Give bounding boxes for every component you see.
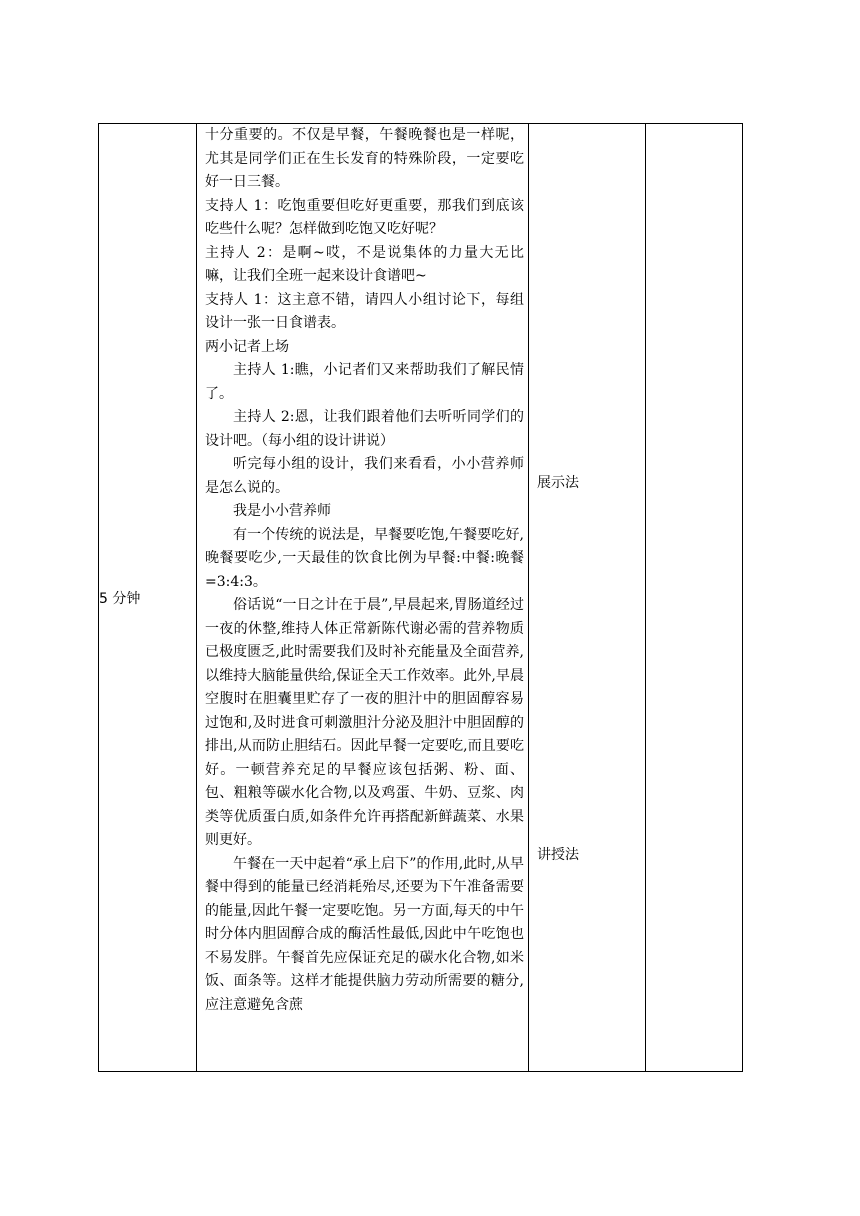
- table-row: [99, 124, 743, 1072]
- notes-cell: [646, 124, 743, 1072]
- content-cell: [197, 124, 529, 1072]
- content-paragraph: 支持人 1：这主意不错，请四人小组讨论下，每组设计一张一日食谱表。: [205, 291, 524, 331]
- content-paragraph: 主持人 1:瞧，小记者们又来帮助我们了解民情了。: [205, 362, 524, 402]
- content-paragraph: 支持人 1：吃饱重要但吃好更重要，那我们到底该吃些什么呢？怎样做到吃饱又吃好呢？: [205, 197, 524, 237]
- content-paragraph: 我是小小营养师: [233, 503, 331, 519]
- lesson-content: [197, 124, 528, 1071]
- method-lecture: 讲授法: [537, 847, 579, 863]
- method-cell: [529, 124, 646, 1072]
- time-label: 5 分钟: [99, 590, 141, 607]
- method-demonstration: 展示法: [537, 475, 579, 491]
- content-paragraph: 两小记者上场: [205, 338, 289, 355]
- content-paragraph: 十分重要的。不仅是早餐，午餐晚餐也是一样呢，尤其是同学们正在生长发育的特殊阶段，一定要吃好一日三餐。: [205, 127, 524, 190]
- content-paragraph: 听完每小组的设计，我们来看看，小小营养师是怎么说的。: [205, 456, 524, 496]
- time-cell: [99, 124, 197, 1072]
- content-paragraph: 主持人 2：是啊~哎，不是说集体的力量大无比嘛，让我们全班一起来设计食谱吧~: [205, 244, 524, 284]
- content-paragraph: 主持人 2:恩，让我们跟着他们去听听同学们的设计吧。（每小组的设计讲说）: [205, 409, 524, 449]
- lesson-plan-table: [98, 123, 743, 1072]
- content-paragraph: 有一个传统的说法是，早餐要吃饱,午餐要吃好,晚餐要吃少,一天最佳的饮食比例为早餐:中餐:晚餐=3:4:3。: [205, 526, 524, 590]
- content-paragraph: 俗话说“一日之计在于晨”,早晨起来,胃肠道经过一夜的休整,维持人体正常新陈代谢必需的营养物质已极度匮乏,此时需要我们及时补充能量及全面营养,以维持大脑能量供给,保证全天工作效率。此外,早晨空腹时在胆囊里贮存了一夜的胆汁中的胆固醇容易过饱和,及时进食可刺激胆汁分泌及胆汁中胆固醇的排出,从而防止胆结石。因此早餐一定要吃,而且要吃好。一顿营养充足的早餐应该包括粥、粉、面、包、粗粮等碳水化合物,以及鸡蛋、牛奶、豆浆、肉类等优质蛋白质,如条件允许再搭配新鲜蔬菜、水果则更好。: [205, 597, 524, 848]
- content-paragraph: 午餐在一天中起着“承上启下”的作用,此时,从早餐中得到的能量已经消耗殆尽,还要为下午准备需要的能量,因此午餐一定要吃饱。另一方面,每天的中午时分体内胆固醇合成的酶活性最低,因此中午吃饱也不易发胖。午餐首先应保证充足的碳水化合物,如米饭、面条等。这样才能提供脑力劳动所需要的糖分,应注意避免含蔗: [205, 855, 524, 1013]
